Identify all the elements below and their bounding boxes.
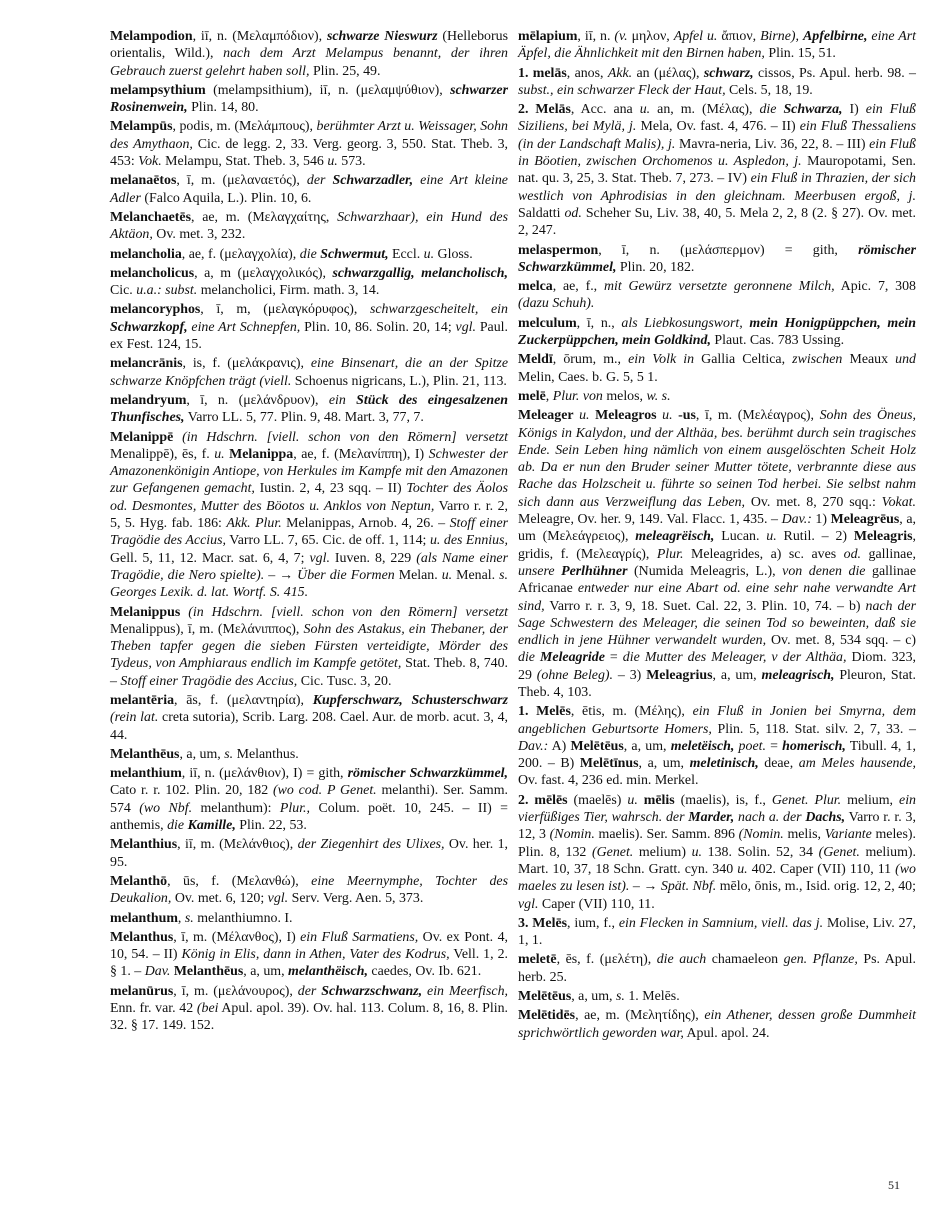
dictionary-entry: 2. Melās, Acc. ana u. an, m. (Μέλας), die Schwarza, I) ein Fluß Siziliens, bei Mylä, j. Mela, Ov. fast. 4, 476. – II) ein Fluß Thessaliens (in der Landschaft Malis), j. Mavra-neria, Liv. 36, 22, 8. – III) ein Fluß in Böotien, zwischen Orchomenos u. Aspledon, j. Mauropotami, Sen. nat. qu. 3, 25, 3. Stat. Theb. 7, 273. – IV) ein Fluß in Thrazien, der sich westlich von Aphrodisias in den gleichnam. Meerbusen ergoß, j. Saldatti od. Scheher Su, Liv. 38, 40, 5. Mela 2, 2, 8 (2. § 27). Ov. met. 2, 247.: [518, 102, 916, 239]
dictionary-entry: melancholicus, a, m (μελαγχολικός), schwarzgallig, melancholisch, Cic. u.a.: subst. melancholici, Firm. math. 3, 14.: [110, 265, 508, 299]
dictionary-entry: Melanippus (in Hdschrn. [viell. schon von den Römern] versetzt Menalippus), ī, m. (Μελάνιππος), Sohn des Astakus, ein Thebaner, der Theben tapfer gegen die sieben Fürsten verteidigte, Mörder des Tydeus, von Amphiaraus endlich im Kampfe getötet, Stat. Theb. 8, 740. – Stoff einer Tragödie des Accius, Cic. Tusc. 3, 20.: [110, 604, 509, 689]
dictionary-entry: meletē, ēs, f. (μελέτη), die auch chamaeleon gen. Pflanze, Ps. Apul. herb. 25.: [518, 952, 916, 985]
dictionary-entry: Melampodion, iī, n. (Μελαμπόδιον), schwarze Nieswurz (Helleborus orientalis, Wild.), nach dem Arzt Melampus benannt, der ihren Gebrauch zuerst gelehrt haben soll, Plin. 25, 49.: [110, 29, 508, 79]
dictionary-entry: melancrānis, is, f. (μελάκρανις), eine Binsenart, die an der Spitze schwarze Knöpfchen trägt (viell. Schoenus nigricans, L.), Plin. 21, 113.: [110, 356, 508, 389]
dictionary-entry: Melanippē (in Hdschrn. [viell. schon von den Römern] versetzt Menalippē), ēs, f. u. Melanippa, ae, f. (Μελανίππη), I) Schwester der Amazonenkönigin Antiope, von Herkules im Kampfe mit den Amazonen zur Gefangenen gemacht, Iustin. 2, 4, 23 sqq. – II) Tochter des Äolos od. Desmontes, Mutter des Böotos u. Anklos von Neptun, Varro r. r. 2, 5, 5. Hyg. fab. 186: Akk. Plur. Melanippas, Arnob. 4, 26. – Stoff einer Tragödie des Accius, Varro LL. 7, 65. Cic. de off. 1, 114; u. des Ennius, Gell. 5, 11, 12. Macr. sat. 6, 4, 7; vgl. Iuven. 8, 229 (als Name einer Tragödie, die Nero spielte). – → Über die Formen Melan. u. Menal. s. Georges Lexik. d. lat. Wortf. S. 415.: [110, 429, 509, 601]
dictionary-entry: melancholia, ae, f. (μελαγχολία), die Schwermut, Eccl. u. Gloss.: [110, 246, 473, 262]
dictionary-entry: Melanthius, iī, m. (Μελάνθιος), der Ziegenhirt des Ulixes, Ov. her. 1, 95.: [110, 837, 509, 870]
dictionary-entry: 3. Melēs, ium, f., ein Flecken in Samnium, viell. das j. Molise, Liv. 27, 1, 1.: [518, 915, 917, 949]
dictionary-entry: Melanthēus, a, um, s. Melanthus.: [110, 746, 299, 762]
dictionary-entry: melculum, ī, n., als Liebkosungswort, mein Honigpüppchen, mein Zuckerpüppchen, mein Goldkind, Plaut. Cas. 783 Ussing.: [518, 315, 916, 349]
dictionary-entry: melanthium, iī, n. (μελάνθιον), I) = gith, römischer Schwarzkümmel, Cato r. r. 102. Plin. 20, 182 (wo cod. P Genet. melanthi). Ser. Samm. 574 (wo Nbf. melanthum): Plur., Colum. poët. 10, 245. – II) = anthemis, die Kamille, Plin. 22, 53.: [110, 766, 508, 834]
dictionary-entry: melanaētos, ī, m. (μελαναετός), der Schwarzadler, eine Art kleine Adler (Falco Aquila, L.). Plin. 10, 6.: [110, 173, 508, 206]
dictionary-entry: melandryum, ī, n. (μελάνδρυον), ein Stück des eingesalzenen Thunfisches, Varro LL. 5, 77. Plin. 9, 48. Mart. 3, 77, 7.: [110, 392, 508, 426]
dictionary-entry: melanūrus, ī, m. (μελάνουρος), der Schwarzschwanz, ein Meerfisch, Enn. fr. var. 42 (bei Apul. apol. 39). Ov. hal. 113. Colum. 8, 16, 8. Plin. 32. § 17. 149. 152.: [110, 983, 508, 1034]
dictionary-entry: melē, Plur. von melos, w. s.: [518, 388, 671, 404]
dictionary-entry: Melanthō, ūs, f. (Μελανθώ), eine Meernymphe, Tochter des Deukalion, Ov. met. 6, 120; vgl. Serv. Verg. Aen. 5, 373.: [110, 873, 508, 907]
page-number: 51: [888, 1178, 900, 1192]
dictionary-entry: melancoryphos, ī, m, (μελαγκόρυφος), schwarzgescheitelt, ein Schwarzkopf, eine Art Schnepfen, Plin. 10, 86. Solin. 20, 14; vgl. Paul. ex Fest. 124, 15.: [110, 302, 508, 353]
right-column: [518, 28, 916, 1044]
dictionary-entry: 1. melās, anos, Akk. an (μέλας), schwarz, cissos, Ps. Apul. herb. 98. – subst., ein schwarzer Fleck der Haut, Cels. 5, 18, 19.: [518, 65, 917, 98]
dictionary-entry: 2. mēlēs (maelēs) u. mēlis (maelis), is, f., Genet. Plur. melium, ein vierfüßiges Tier, wahrsch. der Marder, nach a. der Dachs, Varro r. r. 3, 12, 3 (Nomin. maelis). Ser. Samm. 896 (Nomin. melis, Variante meles). Plin. 8, 132 (Genet. melium) u. 138. Solin. 52, 34 (Genet. melium). Mart. 10, 37, 18 Schn. Gratt. cyn. 340 u. 402. Caper (VII) 110, 11 (wo maeles zu lesen ist). – → Spät. Nbf. mēlo, ōnis, m., Isid. orig. 12, 2, 40; vgl. Caper (VII) 110, 11.: [518, 792, 917, 912]
dictionary-entry: Meldī, ōrum, m., ein Volk in Gallia Celtica, zwischen Meaux und Melin, Caes. b. G. 5, 5 1.: [518, 352, 916, 385]
dictionary-entry: melantēria, ās, f. (μελαντηρία), Kupferschwarz, Schusterschwarz (rein lat. creta sutoria), Scrib. Larg. 208. Cael. Aur. de morb. acut. 3, 4, 44.: [110, 692, 508, 743]
dictionary-entry: Melētidēs, ae, m. (Μελητίδης), ein Athener, dessen große Dummheit sprichwörtlich geworden war, Apul. apol. 24.: [518, 1008, 917, 1041]
left-column: [110, 28, 508, 1037]
dictionary-entry: Meleager u. Meleagros u. -us, ī, m. (Μελέαγρος), Sohn des Öneus, Königs in Kalydon, und der Althäa, bes. berühmt durch sein tragisches Ende. Sein Leben hing nämlich von einem ausgelöschten Scheit Holz ab. Da er nun den Bruder seiner Mutter tötete, verbrannte diese aus Rache das Holzscheit u. führte so seinen Tod herbei. Sie selbst nahm sich dann aus Verzweiflung das Leben, Ov. met. 8, 270 sqq.: Vokat. Meleagre, Ov. her. 9, 149. Val. Flacc. 1, 435. – Dav.: 1) Meleagrēus, a, um (Μελεάγρειος), meleagrëisch, Lucan. u. Rutil. – 2) Meleagris, gridis, f. (Μελεαγρίς), Plur. Meleagrides, a) sc. aves od. gallinae, unsere Perlhühner (Numida Meleagris, L.), von denen die gallinae Africanae entweder nur eine Abart od. eine sehr nahe verwandte Art sind, Varro r. r. 3, 9, 18. Suet. Cal. 22, 3. Plin. 10, 74. – b) nach der Sage Schwestern des Meleager, die seinen Tod so beweinten, daß sie endlich in jene Hühner verwandelt wurden, Ov. met. 8, 534 sqq. – c) die Meleagride = die Mutter des Meleager, v der Althäa, Diom. 323, 29 (ohne Beleg). – 3) Meleagrius, a, um, meleagrisch, Pleuron, Stat. Theb. 4, 103.: [518, 408, 917, 700]
dictionary-entry: 1. Melēs, ētis, m. (Μέλης), ein Fluß in Jonien bei Smyrna, dem angeblichen Geburtsorte Homers, Plin. 5, 118. Stat. silv. 2, 7, 33. – Dav.: A) Melētēus, a, um, meletëisch, poet. = homerisch, Tibull. 4, 1, 200. – B) Melētīnus, a, um, meletinisch, deae, am Meles hausende, Ov. fast. 4, 236 ed. min. Merkel.: [518, 704, 917, 789]
dictionary-entry: Melampūs, podis, m. (Μελάμπους), berühmter Arzt u. Weissager, Sohn des Amythaon, Cic. de legg. 2, 33. Verg. georg. 3, 550. Stat. Theb. 3, 453: Vok. Melampu, Stat. Theb. 3, 546 u. 573.: [110, 119, 509, 170]
dictionary-entry: Melētēus, a, um, s. 1. Melēs.: [518, 989, 680, 1005]
dictionary-entry: melanthum, s. melanthiumno. I.: [110, 910, 293, 926]
dictionary-entry: Melanthus, ī, m. (Μέλανθος), I) ein Fluß Sarmatiens, Ov. ex Pont. 4, 10, 54. – II) König in Elis, dann in Athen, Vater des Kodrus, Vell. 1, 2. § 1. – Dav. Melanthēus, a, um, melanthëisch, caedes, Ov. Ib. 621.: [110, 929, 509, 980]
dictionary-entry: mēlapium, iī, n. (v. μηλον, Apfel u. ἄπιον, Birne), Apfelbirne, eine Art Äpfel, die Ähnlichkeit mit den Birnen haben, Plin. 15, 51.: [518, 29, 917, 62]
dictionary-entry: melca, ae, f., mit Gewürz versetzte geronnene Milch, Apic. 7, 308 (dazu Schuh).: [518, 279, 916, 312]
dictionary-entry: melaspermon, ī, n. (μελάσπερμον) = gith, römischer Schwarzkümmel, Plin. 20, 182.: [518, 242, 916, 275]
dictionary-entry: Melanchaetēs, ae, m. (Μελαγχαίτης, Schwarzhaar), ein Hund des Aktäon, Ov. met. 3, 232.: [110, 209, 508, 243]
dictionary-entry: melampsythium (melampsithium), iī, n. (μελαμψύθιον), schwarzer Rosinenwein, Plin. 14, 80.: [110, 82, 508, 116]
